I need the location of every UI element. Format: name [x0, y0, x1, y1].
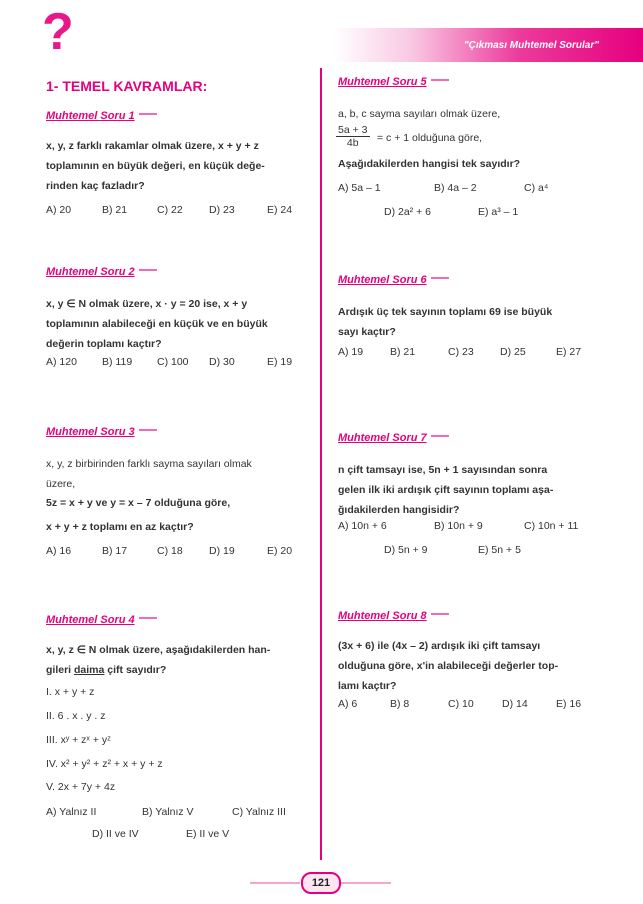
q2-choice-e[interactable]: E) 19	[267, 356, 293, 368]
q8-choice-d[interactable]: D) 14	[502, 698, 528, 710]
question-mark-logo: ?	[42, 3, 74, 61]
q6-choice-c[interactable]: C) 23	[448, 346, 474, 358]
q8-text: (3x + 6) ile (4x – 2) ardışık iki çift tamsayı olduğuna göre, x'in alabileceği değerler top- lamı kaçtır?	[338, 640, 559, 692]
q4-choice-a[interactable]: A) Yalnız II	[46, 806, 97, 818]
q3-choice-d[interactable]: D) 19	[209, 545, 235, 557]
page-number: 121	[301, 872, 341, 894]
q6-choice-a[interactable]: A) 19	[338, 346, 364, 358]
q8-choice-e[interactable]: E) 16	[556, 698, 582, 710]
q1-choice-e[interactable]: E) 24	[267, 204, 293, 216]
q4-item-3: III. xʸ + zˣ + yᶻ	[46, 734, 111, 746]
q7-choice-d[interactable]: D) 5n + 9	[384, 544, 428, 556]
q7-choice-a[interactable]: A) 10n + 6	[338, 520, 387, 532]
q6-label: Muhtemel Soru 6	[338, 274, 449, 286]
q7-choice-c[interactable]: C) 10n + 11	[524, 520, 579, 532]
q5-fraction: $\frac{5a + 3}{4b}$	[338, 124, 368, 149]
q3-label: Muhtemel Soru 3	[46, 426, 157, 438]
q4-item-2: II. 6 . x . y . z	[46, 710, 106, 722]
q5-question: Aşağıdakilerden hangisi tek sayıdır?	[338, 158, 521, 170]
q7-label: Muhtemel Soru 7	[338, 432, 449, 444]
q8-choice-b[interactable]: B) 8	[390, 698, 410, 710]
q6-choice-d[interactable]: D) 25	[500, 346, 526, 358]
q1-choice-a[interactable]: A) 20	[46, 204, 72, 216]
q6-text: Ardışık üç tek sayının toplamı 69 ise büyük sayı kaçtır?	[338, 306, 553, 338]
q4-item-5: V. 2x + 7y + 4z	[46, 781, 116, 793]
q7-text: n çift tamsayı ise, 5n + 1 sayısından sonra gelen ilk iki ardışık çift sayının toplamı aşa- ğıdakilerden hangisidir?	[338, 464, 554, 516]
header-title: "Çıkması Muhtemel Sorular"	[463, 40, 599, 51]
q4-choice-c[interactable]: C) Yalnız III	[232, 806, 286, 818]
q4-item-4: IV. x² + y² + z² + x + y + z	[46, 758, 163, 770]
q5-choice-d[interactable]: D) 2a² + 6	[384, 206, 431, 218]
q8-label: Muhtemel Soru 8	[338, 610, 449, 622]
q5-choice-b[interactable]: B) 4a – 2	[434, 182, 477, 194]
section-title: 1- TEMEL KAVRAMLAR:	[46, 78, 208, 94]
q4-choice-e[interactable]: E) II ve V	[186, 828, 230, 840]
q7-choice-e[interactable]: E) 5n + 5	[478, 544, 521, 556]
q5-choice-c[interactable]: C) a⁴	[524, 182, 549, 194]
q6-choice-e[interactable]: E) 27	[556, 346, 582, 358]
q2-choice-b[interactable]: B) 119	[102, 356, 133, 368]
q5-line1: a, b, c sayma sayıları olmak üzere,	[338, 108, 501, 120]
q7-choice-b[interactable]: B) 10n + 9	[434, 520, 483, 532]
q4-choice-b[interactable]: B) Yalnız V	[142, 806, 194, 818]
q3-equation: 5z = x + y ve y = x – 7 olduğuna göre,	[46, 497, 231, 509]
q6-choice-b[interactable]: B) 21	[390, 346, 416, 358]
q5-choice-e[interactable]: E) a³ – 1	[478, 206, 519, 218]
q4-text: x, y, z ∈ N olmak üzere, aşağıdakilerden han- gileri daima çift sayıdır?	[46, 644, 271, 676]
q1-text: x, y, z farklı rakamlar olmak üzere, x + y + z toplamının en büyük değeri, en küçük değe- rinden kaç fazladır?	[46, 140, 265, 192]
q1-choice-d[interactable]: D) 23	[209, 204, 235, 216]
q2-text: x, y ∈ N olmak üzere, x · y = 20 ise, x + y toplamının alabileceği en küçük ve en büyük değerin toplamı kaçtır?	[46, 298, 268, 350]
q3-question: x + y + z toplamı en az kaçtır?	[46, 521, 194, 533]
q4-label: Muhtemel Soru 4	[46, 614, 157, 626]
q2-choice-a[interactable]: A) 120	[46, 356, 77, 368]
q8-choice-c[interactable]: C) 10	[448, 698, 474, 710]
q1-choice-b[interactable]: B) 21	[102, 204, 128, 216]
q4-choice-d[interactable]: D) II ve IV	[92, 828, 139, 840]
q5-fraction-rest: = c + 1 olduğuna göre,	[377, 132, 483, 144]
page-number-line-left	[250, 882, 300, 884]
q2-choice-d[interactable]: D) 30	[209, 356, 235, 368]
q8-choice-a[interactable]: A) 6	[338, 698, 358, 710]
q2-choice-c[interactable]: C) 100	[157, 356, 189, 368]
q1-label: Muhtemel Soru 1	[46, 110, 157, 122]
q4-item-1: I. x + y + z	[46, 686, 95, 698]
q3-choice-b[interactable]: B) 17	[102, 545, 128, 557]
q3-text: x, y, z birbirinden farklı sayma sayıları olmak üzere,	[46, 458, 252, 490]
page-number-line-right	[341, 882, 391, 884]
q2-label: Muhtemel Soru 2	[46, 266, 157, 278]
q5-choice-a[interactable]: A) 5a – 1	[338, 182, 381, 194]
q5-label: Muhtemel Soru 5	[338, 76, 449, 88]
q3-choice-c[interactable]: C) 18	[157, 545, 183, 557]
column-divider	[320, 68, 322, 860]
q3-choice-a[interactable]: A) 16	[46, 545, 72, 557]
q3-choice-e[interactable]: E) 20	[267, 545, 293, 557]
q1-choice-c[interactable]: C) 22	[157, 204, 183, 216]
